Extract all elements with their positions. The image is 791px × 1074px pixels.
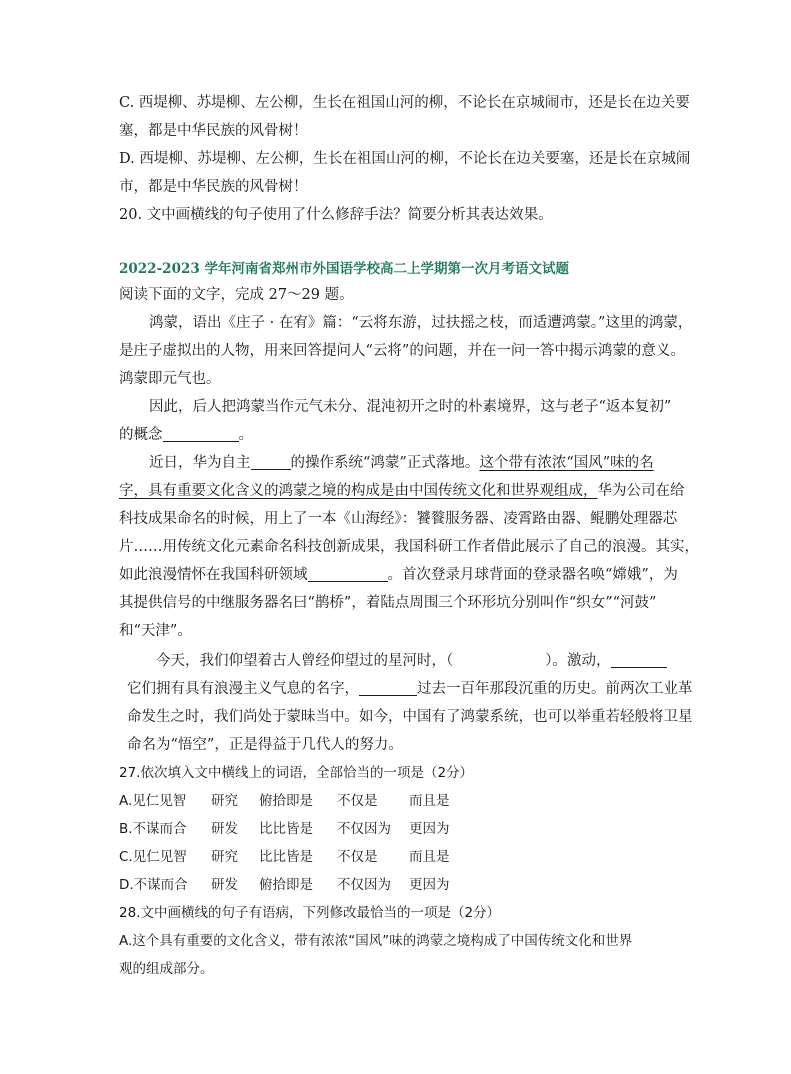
passage-text: 华为公司在给	[597, 483, 685, 499]
option-cell: 不仅因为	[337, 821, 391, 837]
passage-p3-line1	[149, 453, 654, 473]
passage-p4-line3: 命发生之时，我们尚处于蒙昧当中。如今，中国有了鸿蒙系统，也可以举重若轻般将卫星	[127, 709, 693, 725]
option-cell: 俯拾即是	[259, 877, 313, 893]
reading-instruction: 阅读下面的文字，完成 27～29 题。	[119, 287, 354, 303]
passage-text: 今天，我们仰望着古人曾经仰望过的星河时，（	[156, 653, 454, 669]
underlined-sentence: 字，具有重要文化含义的鸿蒙之境的构成是由中国传统文化和世界观组成，	[119, 483, 598, 499]
option-cell: 不仅是	[337, 849, 378, 865]
option-cell: 不仅是	[337, 793, 378, 809]
passage-p2-line1: 因此，后人把鸿蒙当作元气未分、混沌初开之时的朴素境界，这与老子“返本复初”	[149, 399, 672, 415]
option-cell: 研发	[211, 821, 238, 837]
option-cell: 研究	[211, 793, 238, 809]
fill-blank-4	[611, 652, 667, 668]
passage-text: 过去一百年那段沉重的历史。前两次工业革	[417, 681, 693, 697]
option-cell: 比比皆是	[259, 821, 313, 837]
passage-p4-line1	[156, 651, 667, 671]
passage-p3-line2	[119, 481, 685, 501]
option-cell: D.不谋而合	[119, 877, 188, 893]
option-cell: 俯拾即是	[259, 793, 313, 809]
passage-p4-line4: 命名为“悟空”，正是得益于几代人的努力。	[127, 737, 403, 753]
fill-blank-3	[308, 566, 388, 582]
passage-text: 如此浪漫情怀在我国科研领域	[119, 567, 308, 583]
option-cell: B.不谋而合	[119, 821, 187, 837]
passage-text: 。首次登录月球背面的登录器名唤“嫦娥”，为	[387, 567, 678, 583]
q19-option-d-line1: D. 西堤柳、苏堤柳、左公柳，生长在祖国山河的柳，不论长在边关要塞，还是长在京城闹	[119, 151, 691, 167]
question-20: 20. 文中画横线的句子使用了什么修辞手法？简要分析其表达效果。	[119, 207, 553, 223]
fill-blank-1	[163, 426, 239, 442]
fill-blank-2	[251, 454, 291, 470]
underlined-sentence: 这个带有浓浓“国风”味的名	[479, 455, 654, 471]
q27-option-c	[119, 847, 450, 867]
q19-option-c-line1: C. 西堤柳、苏堤柳、左公柳，生长在祖国山河的柳，不论长在京城闹市，还是长在边关要	[119, 95, 690, 111]
passage-text: 。	[238, 427, 253, 443]
question-28-stem: 28.文中画横线的句子有语病，下列修改最恰当的一项是（2分）	[119, 905, 501, 921]
q27-option-b	[119, 819, 450, 839]
q27-option-d	[119, 875, 450, 895]
passage-text: 它们拥有具有浪漫主义气息的名字，	[127, 681, 359, 697]
option-cell: 研发	[211, 877, 238, 893]
q27-option-a	[119, 791, 450, 811]
q28-option-a-line1: A.这个具有重要的文化含义，带有浓浓“国风”味的鸿蒙之境构成了中国传统文化和世界	[119, 933, 633, 949]
passage-p3-line4: 片……用传统文化元素命名科技创新成果，我国科研工作者借此展示了自己的浪漫。其实，	[119, 539, 699, 555]
option-cell: 更因为	[409, 821, 450, 837]
section-title: 2022-2023 学年河南省郑州市外国语学校高二上学期第一次月考语文试题	[119, 261, 569, 277]
q28-option-a-line2: 观的组成部分。	[119, 961, 214, 977]
passage-p3-line6: 其提供信号的中继服务器名曰“鹊桥”，着陆点周围三个环形坑分别叫作“织女”“河鼓”	[119, 595, 657, 611]
option-cell: 不仅因为	[337, 877, 391, 893]
passage-text: 近日，华为自主	[149, 455, 251, 471]
question-27-stem: 27.依次填入文中横线上的词语，全部恰当的一项是（2分）	[119, 765, 474, 781]
passage-p4-line2	[127, 679, 693, 699]
passage-text: 的操作系统“鸿蒙”正式落地。	[290, 455, 480, 471]
option-cell: 更因为	[409, 877, 450, 893]
passage-text: 的概念	[119, 427, 163, 443]
passage-p1-line1: 鸿蒙，语出《庄子 · 在宥》篇：“云将东游，过扶摇之枝，而适遭鸿蒙。”这里的鸿蒙，	[149, 315, 693, 331]
passage-p3-line7: 和“天津”。	[119, 623, 192, 639]
passage-p3-line3: 科技成果命名的时候，用上了一本《山海经》：饕餮服务器、凌霄路由器、鲲鹏处理器芯	[119, 511, 678, 527]
option-cell: 比比皆是	[259, 849, 313, 865]
passage-p1-line3: 鸿蒙即元气也。	[119, 371, 221, 387]
option-cell: C.见仁见智	[119, 849, 187, 865]
passage-p1-line2: 是庄子虚拟出的人物，用来回答提问人“云将”的问题，并在一问一答中揭示鸿蒙的意义。	[119, 343, 685, 359]
passage-text: ）。激动，	[545, 653, 611, 669]
option-cell: A.见仁见智	[119, 793, 187, 809]
option-cell: 而且是	[409, 793, 450, 809]
q19-option-c-line2: 塞，都是中华民族的风骨树！	[119, 123, 308, 139]
passage-p3-line5	[119, 565, 678, 585]
passage-p2-line2	[119, 425, 253, 445]
option-cell: 研究	[211, 849, 238, 865]
option-cell: 而且是	[409, 849, 450, 865]
fill-blank-5	[359, 680, 417, 696]
q19-option-d-line2: 市，都是中华民族的风骨树！	[119, 179, 308, 195]
